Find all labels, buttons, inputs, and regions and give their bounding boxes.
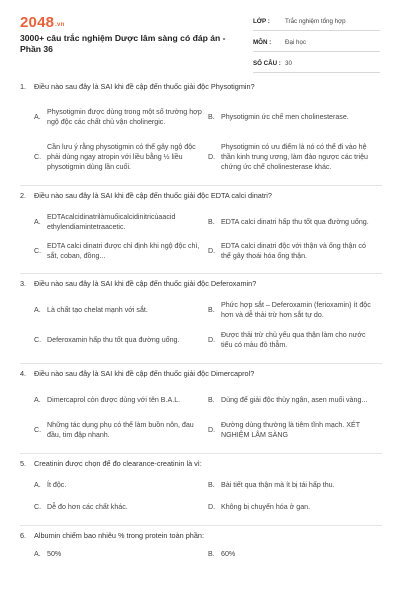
meta-label: SỐ CÂU :: [253, 60, 281, 67]
question-divider: [20, 185, 382, 186]
option-text: EDTAcalcidinatrilàmuốicalcidinitricủaacid ethylendiamintetraacetic.: [47, 213, 176, 231]
options: [20, 387, 382, 447]
option-a[interactable]: [34, 101, 208, 135]
question-list: [20, 82, 382, 563]
question-5: [20, 459, 382, 526]
meta-label: LỚP :: [253, 18, 270, 25]
option-letter: C.: [34, 247, 42, 256]
option-text: Physotigmin có ưu điểm là nó có thể đi vào hệ thần kinh trung ương, làm đảo ngược các triệu chứng ức chế cholinesterase khác.: [221, 143, 368, 171]
option-letter: A.: [34, 113, 41, 122]
option-c[interactable]: [34, 135, 208, 181]
option-d[interactable]: [208, 237, 382, 267]
option-text: Dimercaprol còn được dùng với tên B.A.L.: [47, 396, 181, 405]
document-title: 3000+ câu trắc nghiệm Dược lâm sàng có đáp án - Phần 36: [20, 33, 226, 54]
option-c[interactable]: [34, 325, 208, 357]
question-prompt: Albumin chiếm bao nhiêu % trong protein toàn phần:: [34, 531, 204, 540]
option-letter: D.: [208, 153, 216, 162]
site-logo[interactable]: [20, 14, 64, 31]
meta-row-subject: [253, 34, 380, 52]
question-number: 1.: [20, 82, 27, 91]
option-text: Phức hợp sắt – Deferoxamin (ferioxamin) ít độc hơn và dễ thải trừ hơn sắt tự do.: [221, 301, 371, 319]
question-number: 5.: [20, 459, 27, 468]
option-letter: D.: [208, 503, 216, 512]
option-letter: B.: [208, 481, 215, 490]
option-letter: B.: [208, 218, 215, 227]
option-text: EDTA calci dinatri hấp thu tốt qua đường uống.: [221, 218, 369, 227]
option-text: 60%: [221, 550, 236, 559]
question-text: [20, 369, 382, 379]
option-b[interactable]: [208, 297, 382, 325]
option-letter: D.: [208, 426, 216, 435]
option-letter: C.: [34, 153, 42, 162]
option-c[interactable]: [34, 497, 208, 519]
question-divider: [20, 453, 382, 454]
question-4: [20, 369, 382, 454]
question-number: 3.: [20, 279, 27, 288]
option-b[interactable]: [208, 387, 382, 415]
meta-label: MÔN :: [253, 39, 272, 46]
option-text: Được thải trừ chủ yếu qua thận làm cho nước tiểu có màu đỏ thẫm.: [221, 331, 366, 349]
option-d[interactable]: [208, 497, 382, 519]
question-prompt: Điều nào sau đây là SAI khi đề cập đến thuốc giải độc Deferoxamin?: [34, 279, 257, 288]
option-letter: C.: [34, 336, 42, 345]
question-text: [20, 279, 382, 289]
option-letter: A.: [34, 481, 41, 490]
option-letter: A.: [34, 550, 41, 559]
option-text: Dùng để giải độc thủy ngân, asen muối vàng...: [221, 396, 368, 405]
option-text: Đường dùng thường là tiêm tĩnh mạch. XÉT NGHIỆM LÂM SÀNG: [221, 421, 360, 439]
option-c[interactable]: [34, 237, 208, 267]
option-letter: D.: [208, 247, 216, 256]
option-text: EDTA calci dinatri độc với thận và ống thận có thể gây thoái hóa ống thận.: [221, 242, 366, 260]
option-a[interactable]: [34, 475, 208, 497]
option-text: Không bị chuyển hóa ở gan.: [221, 503, 311, 512]
options: [20, 547, 382, 563]
option-text: EDTA calci dinatri được chỉ định khi ngộ độc chì, sắt, coban, đồng...: [47, 242, 200, 260]
option-text: Những tác dụng phụ có thể làm buồn nôn, đau đầu, tim đập nhanh.: [47, 421, 194, 439]
option-letter: C.: [34, 426, 42, 435]
option-a[interactable]: [34, 547, 208, 563]
question-prompt: Điều nào sau đây là SAI khi đề cập đến thuốc giải độc Physotigmin?: [34, 82, 255, 91]
option-a[interactable]: [34, 297, 208, 325]
option-b[interactable]: [208, 209, 382, 237]
question-prompt: Điều nào sau đây là SAI khi đề cập đến thuốc giải độc Dimercaprol?: [34, 369, 255, 378]
option-text: Bài tiết qua thận mà ít bị tái hấp thu.: [221, 481, 335, 490]
meta-value: Đại học: [285, 39, 306, 46]
question-text: [20, 82, 382, 92]
option-letter: B.: [208, 113, 215, 122]
option-text: Ít độc.: [47, 481, 67, 490]
option-letter: D.: [208, 336, 216, 345]
question-1: [20, 82, 382, 186]
option-text: 50%: [47, 550, 62, 559]
option-d[interactable]: [208, 325, 382, 357]
options: [20, 297, 382, 357]
question-6: [20, 531, 382, 563]
option-c[interactable]: [34, 415, 208, 447]
option-text: Deferoxamin hấp thu tốt qua đường uống.: [47, 336, 180, 345]
option-b[interactable]: [208, 547, 382, 563]
question-prompt: Điều nào sau đây là SAI khi đề cập đến thuốc giải độc EDTA calci dinatri?: [34, 191, 272, 200]
option-a[interactable]: [34, 209, 208, 237]
question-text: [20, 531, 382, 541]
question-3: [20, 279, 382, 364]
option-letter: A.: [34, 306, 41, 315]
question-text: [20, 191, 382, 201]
logo-text: 2048: [20, 14, 55, 31]
option-text: Physotigmin được dùng trong một số trường hợp ngộ độc các chất chủ vận cholinergic.: [47, 108, 202, 126]
page-header: [0, 0, 400, 86]
meta-value: Trắc nghiệm tổng hợp: [285, 18, 346, 25]
logo-tld: .vn: [55, 22, 65, 28]
option-text: Cần lưu ý rằng physotigmin có thể gây ngộ độc phải dùng ngay atropin với liều bằng ½ liều physotigmin dùng lần cuối.: [47, 143, 196, 171]
option-letter: A.: [34, 396, 41, 405]
option-letter: B.: [208, 306, 215, 315]
options: [20, 475, 382, 519]
question-divider: [20, 273, 382, 274]
option-letter: C.: [34, 503, 42, 512]
option-text: Physotigmin ức chế men cholinesterase.: [221, 113, 349, 122]
option-text: Dễ đo hơn các chất khác.: [47, 503, 128, 512]
option-d[interactable]: [208, 415, 382, 447]
options: [20, 101, 382, 181]
meta-row-class: [253, 13, 380, 31]
question-text: [20, 459, 382, 469]
question-prompt: Creatinin được chọn để đo clearance-creatinin là vì:: [34, 459, 202, 468]
option-d[interactable]: [208, 135, 382, 181]
option-letter: A.: [34, 218, 41, 227]
question-divider: [20, 363, 382, 364]
meta-info: [253, 13, 380, 76]
option-b[interactable]: [208, 101, 382, 135]
option-letter: B.: [208, 550, 215, 559]
option-text: Là chất tạo chelat mạnh với sắt.: [47, 306, 148, 315]
option-letter: B.: [208, 396, 215, 405]
question-2: [20, 191, 382, 274]
question-number: 2.: [20, 191, 27, 200]
option-b[interactable]: [208, 475, 382, 497]
question-divider: [20, 525, 382, 526]
options: [20, 209, 382, 267]
question-number: 4.: [20, 369, 27, 378]
meta-value: 30: [285, 60, 292, 67]
meta-row-count: [253, 55, 380, 73]
question-number: 6.: [20, 531, 27, 540]
option-a[interactable]: [34, 387, 208, 415]
